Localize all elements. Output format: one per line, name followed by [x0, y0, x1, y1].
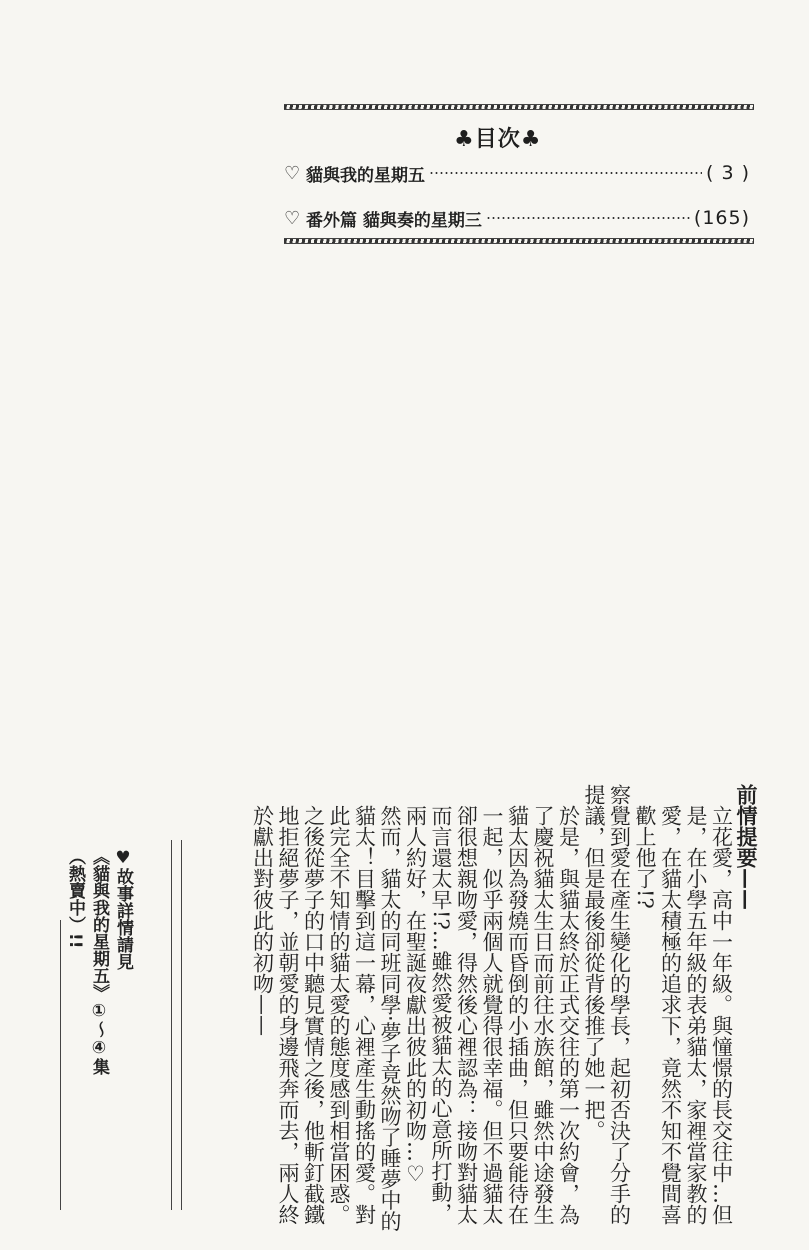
dot-leader — [486, 217, 690, 219]
note-line: 《貓與我的星期五》①～④集 — [89, 848, 109, 1075]
table-of-contents — [284, 100, 754, 250]
toc-entry-title: 貓與我的星期五 — [306, 165, 425, 186]
reference-note — [63, 848, 135, 1208]
heart-icon: ♥ — [113, 848, 133, 868]
divider-line — [171, 840, 172, 1210]
divider-line — [181, 840, 182, 1210]
note-line — [111, 848, 135, 1208]
toc-entry[interactable] — [284, 160, 750, 186]
divider-line — [60, 920, 61, 1210]
toc-entry[interactable] — [284, 205, 750, 231]
synopsis-paragraph: 然而，貓太的同班同學‧夢子竟然吻了睡夢中的貓太！目擊到這一幕，心裡產生動搖的愛。對此完全不知情的貓太愛的態度感到相當困惑。之後從夢子的口中聽見實情之後，他斬釘截鐵地拒絕夢子，並朝愛的身邊飛奔而去，兩人終於獻出對彼此的初吻—— — [250, 805, 402, 1232]
toc-title — [454, 122, 594, 153]
synopsis-paragraph: 立花愛，高中一年級。與憧憬的長交往中…但是，在小學五年級的表弟貓太，家裡當家教的愛，在貓太積極的追求下，竟然不知不覺間喜歡上他了!? — [633, 805, 734, 1225]
synopsis-heading: 前情提要—— — [734, 784, 759, 910]
dot-leader — [429, 172, 702, 174]
synopsis-paragraph: 於是，與貓太終於正式交往的第一次約會，為了慶祝貓太生日而前往水族館，雖然中途發生貓太因為發燒而昏倒的小插曲，但只要能待在一起，似乎兩個人就覺得很幸福。但不過貓太卻很想親吻愛，得然後心裡認為：接吻對貓太而言還太早!?…雖然愛被貓太的心意所打動，兩人約好，在聖誕夜獻出彼此的初吻…♡ — [403, 805, 581, 1225]
toc-bottom-border — [284, 238, 754, 244]
toc-title-text: 目次 — [474, 127, 521, 152]
heart-outline-icon: ♡ — [284, 162, 301, 184]
club-icon: ♣ — [520, 127, 542, 152]
toc-entry-title: 番外篇 貓與奏的星期三 — [306, 210, 482, 231]
club-icon: ♣ — [454, 127, 475, 152]
toc-top-border — [284, 104, 754, 110]
toc-entry-page: ( 3 ) — [706, 162, 750, 184]
heart-outline-icon: ♡ — [284, 207, 301, 229]
synopsis-paragraph: 察覺到愛在產生變化的學長，起初否決了分手的提議，但是最後卻從背後推了她一把。 — [582, 784, 632, 1225]
note-line: （熱賣中）!! — [65, 848, 85, 949]
toc-entry-page: (165) — [693, 207, 750, 229]
note-text: 故事詳情請見 — [113, 868, 133, 970]
synopsis — [249, 784, 759, 1234]
